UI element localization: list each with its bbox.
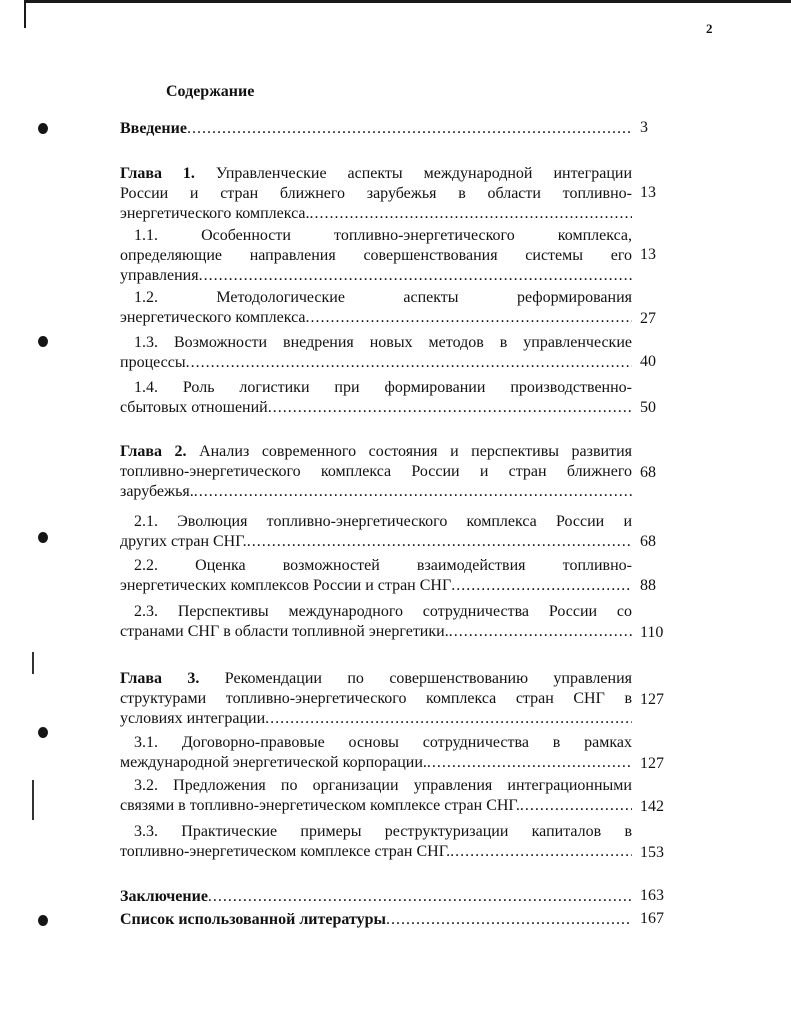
toc-entry-section-3-1: 3.1. Договорно-правовые основы сотрудничества в рамках международной энергетической корпорации. .....: [120, 733, 632, 773]
toc-page-section-2-3: 110: [640, 624, 664, 641]
toc-page-conclusion: 163: [640, 887, 664, 904]
toc-page-section-1-1: 13: [640, 246, 656, 263]
toc-page-section-1-4: 50: [640, 399, 656, 416]
binder-hole-icon: [38, 915, 48, 926]
toc-entry-chapter-3: Глава 3. Рекомендации по совершенствованию управления структурами топливно-энергетического комплекса стран СНГ в условиях интеграции .....: [120, 669, 632, 729]
toc-entry-intro: Введение .....: [120, 119, 632, 139]
toc-page-section-3-3: 153: [640, 844, 664, 861]
toc-page-chapter-3: 127: [640, 691, 664, 708]
left-border-line: [24, 0, 26, 28]
toc-page-chapter-1: 13: [640, 184, 656, 201]
toc-entry-section-3-3: 3.3. Практические примеры реструктуризации капиталов в топливно-энергетическом комплексе стран СНГ. .....: [120, 822, 632, 862]
top-border-line: [24, 0, 791, 3]
binder-hole-icon: [38, 123, 48, 134]
toc-entry-section-2-2: 2.2. Оценка возможностей взаимодействия топливно- энергетических комплексов России и стран СНГ .....: [120, 556, 632, 596]
page-title: Содержание: [166, 83, 255, 100]
toc-page-section-3-2: 142: [640, 798, 664, 815]
binder-hole-icon: [38, 727, 48, 738]
toc-entry-section-1-3: 1.3. Возможности внедрения новых методов в управленческие процессы .....: [120, 333, 632, 373]
toc-page-section-1-3: 40: [640, 353, 656, 370]
toc-entry-section-2-3: 2.3. Перспективы международного сотрудничества России со странами СНГ в области топливной энергетики. .....: [120, 602, 632, 642]
toc-entry-section-2-1: 2.1. Эволюция топливно-энергетического комплекса России и других стран СНГ. .....: [120, 512, 632, 552]
toc-page-section-2-1: 68: [640, 533, 656, 550]
binder-hole-icon: [38, 336, 48, 347]
toc-page-references: 167: [640, 910, 664, 927]
toc-entry-section-1-4: 1.4. Роль логистики при формировании производственно- сбытовых отношений .....: [120, 378, 632, 418]
toc-entry-section-1-1: 1.1. Особенности топливно-энергетического комплекса, определяющие направления совершенствования системы его управления .....: [120, 226, 632, 286]
toc-entry-references: Список использованной литературы .....: [120, 910, 632, 930]
toc-page-section-2-2: 88: [640, 577, 656, 594]
toc-entry-conclusion: Заключение .....: [120, 887, 632, 907]
page-number: 2: [706, 21, 713, 36]
toc-page-intro: 3: [640, 119, 648, 136]
toc-entry-chapter-1: Глава 1. Управленческие аспекты международной интеграции России и стран ближнего зарубежья в области топливно- энергетического комплекса. .....: [120, 164, 632, 224]
toc-entry-section-3-2: 3.2. Предложения по организации управления интеграционными связями в топливно-энергетическом комплексе стран СНГ. .....: [120, 776, 632, 816]
scan-mark: [32, 652, 34, 674]
toc-page-section-3-1: 127: [640, 755, 664, 772]
toc-page-chapter-2: 68: [640, 464, 656, 481]
toc-entry-chapter-2: Глава 2. Анализ современного состояния и перспективы развития топливно-энергетического комплекса России и стран ближнего зарубежья. .....: [120, 442, 632, 502]
toc-entry-section-1-2: 1.2. Методологические аспекты реформирования энергетического комплекса .....: [120, 288, 632, 328]
scan-mark: [32, 780, 34, 820]
toc-page-section-1-2: 27: [640, 310, 656, 327]
binder-hole-icon: [38, 532, 48, 543]
